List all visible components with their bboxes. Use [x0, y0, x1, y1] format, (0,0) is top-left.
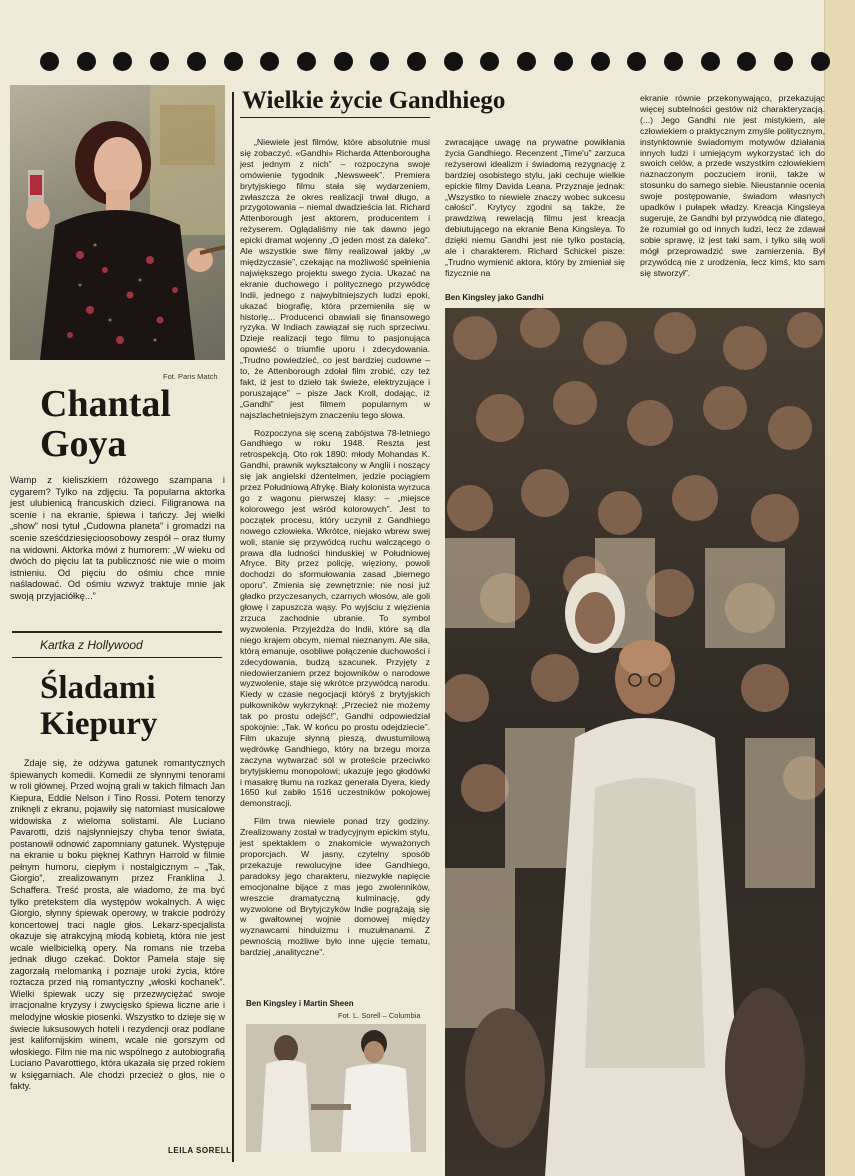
kingsley-sheen-photo — [246, 1024, 426, 1152]
kiepura-title — [40, 670, 157, 742]
gandhi-paragraph: ekranie równie przekonywająco, przekazując więcej subtelności gestów niż charakteryzacją. (...) Jego Gandhi nie jest mistykiem, ale człowiekiem o praktycznym zmyśle politycznym, instynktownie świadomym motywów działania innych ludzi i umiejącym wykorzystać ich do swoich celów, a przede wszystkim człowiekiem naznaczonym poczuciem ironii, także w stosunku do samego siebie. Nieustannie ocenia swoje postępowanie, świadom własnych upadków i pułapek władzy. Kreacja Kingsleya sugeruje, że Gandhi był przywódcą nie dlatego, że rozumiał go od innych ludzi, lecz że zdawał sobie sprawę, iż jest taki sam, i tylko siłą woli mógł przeprowadzić swe zamierzenia. Był przywódcą nie z urodzenia, lecz kimś, kto sam się stworzył”. — [640, 93, 825, 278]
title-underline — [240, 117, 430, 118]
hole-dot — [40, 52, 59, 71]
hole-dot — [517, 52, 536, 71]
hole-dot — [774, 52, 793, 71]
column-divider — [232, 92, 234, 1162]
kingsley-sheen-illustration — [246, 1024, 426, 1152]
gandhi-paragraph: zwracające uwagę na prywatne powikłania życia Gandhiego. Recenzent „Time'u” zarzuca reżyserowi idealizm i świadomą rezygnację z bardziej osobistego stylu, jaki cechuje wielkie epickie filmy Davida Leana. Przyznaje jednak: „Wszystko to niewiele znaczy wobec sukcesu całości”. Krytycy zgodni są także, że prawdziwą rewelacją filmu jest kreacja debiutującego na ekranie Bena Kingsleya. To dzięki niemu Gandhi jest nie tylko postacią, ale i charakterem. Richard Schickel pisze: „Trudno wymienić aktora, który by zmieniał się fizycznie na — [445, 137, 625, 278]
kiepura-title-line: Kiepury — [40, 706, 158, 742]
hole-dot — [811, 52, 830, 71]
gandhi-column-1 — [240, 137, 430, 958]
page-edge — [824, 0, 855, 1176]
gandhi-column-3 — [640, 93, 825, 278]
hole-dot — [77, 52, 96, 71]
hole-dot — [444, 52, 463, 71]
gandhi-paragraph: Rozpoczyna się sceną zabójstwa 78-letniego Gandhiego w roku 1948. Reszta jest retrospekcją. Oto rok 1890: młody Mohandas K. Gandhi, prawnik wykształcony w Anglii i noszący się jak angielski dżentelmen, jedzie pociągiem przez Południową Afrykę. Biały kolonista wyrzuca go z wagonu pierwszej klasy: – „miejsce kolorowego jest wśród kolorowych”. Jest to początek procesu, który uczynił z Gandhiego nowego człowieka. Wkrótce, niejako wbrew swej woli, stanie się przywódcą ruchu walczącego o prawa dla ludności hinduskiej w Południowej Afryce. Bity przez policję, więziony, powoli dochodzi do sformułowania zasad „biernego oporu”. Zmienia się zewnętrznie: nie nosi już gładko przyczesanych, czarnych włosów, ale goli głowę i zapuszcza wąsy. Po wyjściu z więzienia zrzuca zachodnie ubranie. To symbol wyzwolenia. Przyjeżdża do Indii, które są dla niego krajem obcym, niemal nieznanym. Ale siła, którą emanuje, osobliwe połączenie duchowości i zdecydowania, budzą szacunek. Przyjęty z niedowierzaniem przez bojowników o narodowe wyzwolenie, staje się wkrótce przywódcą narodu. Kiedy w czasie negocjacji któryś z brytyjskich pułkowników wykrzyknął: „Przecież nie możemy tak po prostu odejść!”, Gandhi odpowiedział spokojnie: „Tak. W końcu po prostu odejdziecie”. Film ukazuje słynną pieszą, dwustumilową wędrówkę Gandhiego, który na brzegu morza zaczyna wytwarzać sól w proteście przeciwko brytyjskiemu monopolowi; ukazuje jego głodówki i masakrę tłumu na rozkaz generała Dyera, kiedy 1650 kul zabiło 1516 uczestników pokojowej demonstracji. — [240, 427, 430, 809]
crowd-illustration — [445, 308, 825, 1176]
kiepura-title-line: Śladami — [40, 670, 156, 706]
hole-dot — [113, 52, 132, 71]
hole-dot — [370, 52, 389, 71]
hole-dot — [297, 52, 316, 71]
kiepura-paragraph: Zdaje się, że odżywa gatunek romantycznych śpiewanych komedii. Komedii ze słynnymi tenorami w roli głównej. Przed wojną grali w takich filmach Jan Kiepura, Eddie Nelson i Tino Rossi. Potem tenorzy zniknęli z ekranu, pojawiły się natomiast musicalowe widowiska z wieloma solistami. Ale Luciano Pavarotti, dziś najsłynniejszy chyba tenor świata, postanowił odnowić zapomniany gatunek. Występuje na ekranie u boku pięknej Kathryn Harrold w filmie pełnym humoru, ciepłym i nostalgicznym – „Tak, Giorgio”, zrealizowanym przez Franklina J. Schaffera. Treść prosta, ale wiadomo, że ma być tylko pretekstem dla występów wokalnych. A więc Giorgio, słynny śpiewak operowy, w trakcie podróży koncertowej traci nagle głos. Lekarz-specjalista okazuje się atrakcyjną młodą kobietą, która nie jest wcale wielbicielką opery. Na romans nie trzeba jednak długo czekać. Doktor Pamela staje się zagorzałą melomanką i poznaje uroki życia, które roztacza przed nią romantyczny „włoski kochanek”. Wielki śpiewak uczy się przezwyciężać swoje irracjonalne kryzysy i zwycięsko śpiewa liczne arie i melodyjne włoskie piosenki. Wszystko to dzieje się w świecie luksusowych hoteli i rezydencji oraz podlane jest kalifornijskim winem, wcale nie gorszym od włoskiego. Film nie ma nic wspólnego z autobiografią Luciano Pavarottiego, która ukazała się przed rokiem w księgarniach. Ale chodzi przecież o głos, nie o fakty. — [10, 758, 225, 1092]
gandhi-paragraph: „Niewiele jest filmów, które absolutnie musi się zobaczyć. «Gandhi» Richarda Attenborougha jest jednym z nich” – rozpoczyna swoje omówienie tygodnik „Newsweek”. Premiera brytyjskiego filmu stała się wydarzeniem, zwłaszcza że okres realizacji trwał długo, a przygotowania – niemal dwadzieścia lat. Richard Attenborough jest aktorem, producentem i reżyserem. Oglądaliśmy nie tak dawno jego epicki dramat wojenny „O jeden most za daleko”. Ale wszystkie swe filmy realizował jakby „w międzyczasie”, czekając na możliwość spełnienia największego projektu swego życia. Ukazać na ekranie duchowego i politycznego przywódcę Indii, jednego z najwybitniejszych ludzi epoki, ukazać biografię, która przemieniła się w historię... Producenci obawiali się finansowego ryzyka. W Indiach zawiązał się ruch sprzeciwu. Dzieje realizacji tego filmu to pasjonująca opowieść o triumfie uporu i zdecydowania. „Trudno powiedzieć, co jest bardziej cudowne – to, że Attenborough zdołał film zrobić, czy też fakt, iż jest to dzieło tak świeże, elektryzujące i poruszające” – pisze Jack Kroll, dodając, iż „Gandhi” jest filmem popularnym w najszlachetniejszym znaczeniu tego słowa. — [240, 137, 430, 420]
hole-dot — [737, 52, 756, 71]
kiepura-text — [10, 758, 225, 1093]
kiepura-author: LEILA SORELL — [168, 1146, 232, 1155]
main-photo-caption: Ben Kingsley jako Gandhi — [445, 293, 544, 302]
gandhi-crowd-photo — [445, 308, 825, 1176]
hole-dot — [224, 52, 243, 71]
hole-dot — [701, 52, 720, 71]
chantal-goya-title — [40, 384, 171, 464]
film-strip-holes — [40, 52, 830, 74]
chantal-goya-photo — [10, 85, 225, 360]
small-photo-credit: Fot. L. Sorell – Columbia — [338, 1011, 421, 1020]
chantal-photo-credit: Fot. Paris Match — [163, 372, 218, 381]
small-photo-caption: Ben Kingsley i Martin Sheen — [246, 999, 354, 1008]
hole-dot — [480, 52, 499, 71]
hole-dot — [627, 52, 646, 71]
gandhi-column-2 — [445, 137, 625, 279]
hole-dot — [334, 52, 353, 71]
hole-dot — [187, 52, 206, 71]
hole-dot — [554, 52, 573, 71]
chantal-goya-text — [10, 475, 225, 603]
hole-dot — [591, 52, 610, 71]
chantal-title-line: Chantal — [40, 383, 171, 425]
chantal-paragraph: Wamp z kieliszkiem różowego szampana i cygarem? Tylko na zdjęciu. Ta popularna aktorka jest ulubienicą francuskich dzieci. Filigranowa na scenie i na ekranie, śpiewa i tańczy. Jej wielki „show” nosi tytuł „Cudowna planeta” i gromadzi na scenie sześćdziesięcioosobowy zespół – oraz tłumy na widowni. Aktorka mówi z humorem: „W wieku od dwóch do pięciu lat ta publiczność nie wie o moim istnieniu. Od pięciu do ośmiu chce mnie naśladować. Od ośmiu wzwyż traktuje mnie jak swoją przyjaciółkę...” — [10, 475, 225, 601]
section-divider — [12, 657, 222, 658]
gandhi-paragraph: Film trwa niewiele ponad trzy godziny. Zrealizowany został w tradycyjnym epickim stylu, jest spektaklem o znakomicie wyważonych proporcjach. W jasny, czytelny sposób przekazuje rewolucyjne idee Gandhiego, paradoksy jego charakteru, niezwykłe napięcie emocjonalne bijące z mas jego zwolenników, wreszcie dramatyczną kulminację, gdy wyzwolone od Brytyjczyków Indie pogrążają się w gwałtownej wojnie domowej między wyznawcami hinduizmu i muzułmanami. Z pewnością możliwe było inne ujęcie tematu, bardziej „analityczne”. — [240, 816, 430, 958]
hole-dot — [150, 52, 169, 71]
hole-dot — [664, 52, 683, 71]
hole-dot — [407, 52, 426, 71]
kartka-label: Kartka z Hollywood — [40, 638, 143, 652]
gandhi-title: Wielkie życie Gandhiego — [242, 87, 506, 114]
section-divider — [12, 631, 222, 633]
chantal-title-line: Goya — [40, 423, 127, 465]
chantal-goya-illustration — [10, 85, 225, 360]
hole-dot — [260, 52, 279, 71]
